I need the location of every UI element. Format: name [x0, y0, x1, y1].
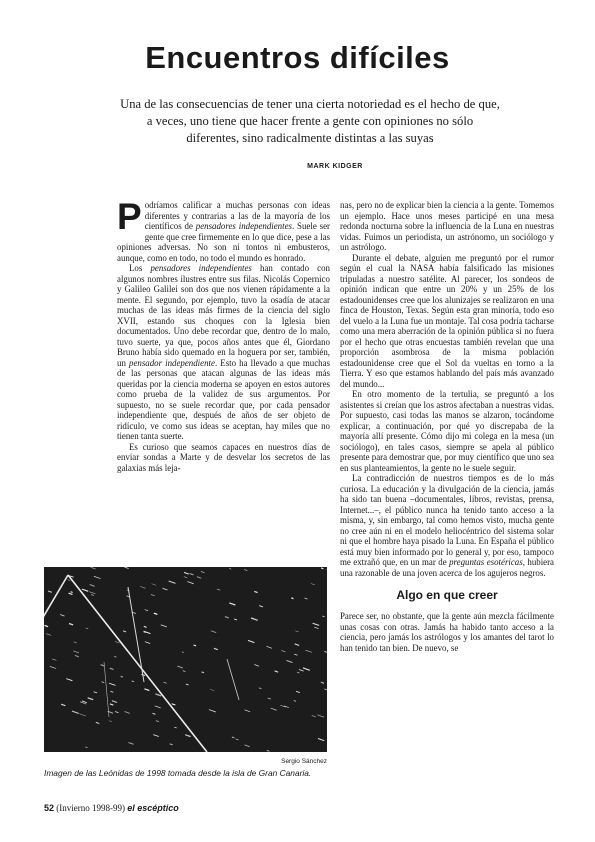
emphasis-text: pensadores independientes: [150, 263, 252, 273]
text-run: han contado con algunos nombres ilustres entre sus filas. Nicolás Copernico y Galileo Galilei son dos que nos vienen rápidamente a la mente. El segundo, por ejemplo, tuvo la osadía de atacar muchas de las ideas más firmes de la ciencia del siglo XVII, estando sus choques con la Iglesia bien documentados. Uno debe recordar que, dentro de lo malo, tuvo suerte, ya que, pocos años antes que él, Giordano Bruno había sido quemado en la hoguera por ser, también, un: [117, 263, 330, 368]
page-footer: [44, 803, 179, 813]
article-author: MARK KIDGER: [307, 163, 363, 170]
leonids-photo: [44, 567, 327, 752]
star-field-image: [44, 567, 327, 752]
emphasis-text: pensadores independientes: [195, 221, 292, 231]
star-trail: [321, 568, 323, 569]
article-title: Encuentros difíciles: [145, 40, 450, 75]
photo-credit: Sergio Sánchez: [281, 758, 327, 765]
page-number: 52: [44, 803, 55, 813]
column-right: [340, 200, 554, 653]
text-run: Los: [129, 263, 151, 273]
paragraph: En otro momento de la tertulia, se preguntó a los asistentes si creían que los astros afectaban a nuestras vidas. Por supuesto, casi todas las manos se alzaron, tocándome explicar, a continuación, por qué yo discrepaba de la mayoría allí presente. Cómo dijo mi colega en la mesa (un sociólogo), en tales casos, siempre se apela al público presente para demostrar que, por muy científico que uno sea en sus planteamientos, la gente no le suele seguir.: [340, 389, 554, 473]
paragraph: [340, 473, 554, 578]
text-run: La contradicción de nuestros tiempos es de lo más curiosa. La educación y la divulgación de la ciencia, jamás ha sido tan buena –documentales, libros, revistas, prensa, Internet...–, el público nunca ha tenido tanto acceso a la misma, y, sin embargo, tal como hemos visto, mucha gente no cree aún ni en el modelo heliocéntrico del sistema solar ni que el hombre haya pisado la Luna. En España el público está muy bien informado por lo general y, por eso, tampoco me extrañó que, en un mar de: [340, 473, 554, 567]
emphasis-text: preguntas esotéricas: [449, 557, 523, 567]
star-trail: [121, 676, 123, 677]
emphasis-text: pensador independiente: [129, 357, 215, 368]
text-run: . Suele ser gente que cree firmemente en lo que dice, pese a las opiniones adversas. No son ni tontos ni embusteros, aunque, como en todo, no todo el mundo es honrado.: [117, 221, 330, 263]
paragraph: Durante el debate, alguien me preguntó por el rumor según el cual la NASA había falsificado las misiones tripuladas a nuestro satélite. Al parecer, los sondeos de opinión indican que entre un 20% y un 25% de los estadounidenses cree que los alunizajes se realizaron en una finca de Houston, Texas. Según esta gran minoría, todo eso del vuelo a la Luna fue un montaje. Tal cosa podría tacharse como una mera aberración de la opinión pública si no fuera por el hecho que otras encuestas también revelan que una proporción asombrosa de la misma población estadounidense cree que el Sol da vueltas en torno a la Tierra. Y eso que estamos hablando del país más avanzado del mundo...: [340, 252, 554, 389]
magazine-name: el escéptico: [127, 803, 179, 813]
paragraph: [117, 263, 330, 442]
paragraph: Parece ser, no obstante, que la gente aún mezcla fácilmente unas cosas con otras. Jamás ha habido tanto acceso a la ciencia, pero jamás los astrólogos y los amantes del tarot lo han tenido tan bien. De nuevo, se: [340, 611, 554, 653]
issue-date: (Invierno 1998-99): [56, 803, 125, 813]
column-left: [117, 196, 330, 473]
star-trail: [71, 592, 73, 593]
article-subtitle: Una de las consecuencias de tener una cierta notoriedad es el hecho de que, a veces, uno tiene que hacer frente a gente con opiniones no sólo diferentes, sino radicalmente distintas a las suyas: [120, 97, 500, 145]
text-run: odríamos calificar a muchas personas con ideas diferentes y contrarias a las de la mayoría de los científicos de: [144, 200, 330, 231]
text-run: , hubiera una razonable de una joven acerca de los agujeros negros.: [340, 557, 554, 578]
star-trail: [291, 598, 293, 599]
text-run: . Esto ha llevado a que muchas de las personas que atacan algunas de las ideas más queridas por la ciencia moderna se apoyen en estos autores como prueba de la validez de sus argumentos. Por supuesto, no se suele recordar que, por cada pensador independiente que, después de años de ser objeto de ridículo, ve como sus ideas se aceptan, hay miles que no tienen tanta suerte.: [117, 357, 330, 441]
paragraph: [117, 196, 330, 263]
drop-cap: P: [117, 196, 142, 237]
photo-caption: Imagen de las Leónidas de 1998 tomada desde la isla de Gran Canaria.: [44, 768, 312, 778]
section-subheading: Algo en que creer: [396, 588, 498, 602]
paragraph: Es curioso que seamos capaces en nuestros días de enviar sondas a Marte y de desvelar los secretos de las galaxias más leja-: [117, 441, 330, 473]
paragraph: nas, pero no de explicar bien la ciencia a la gente. Tomemos un ejemplo. Hace unos meses participé en una mesa redonda nocturna sobre la influencia de la Luna en nuestras vidas. Fuimos un periodista, un astrónomo, un sociólogo y un astrólogo.: [340, 200, 554, 252]
